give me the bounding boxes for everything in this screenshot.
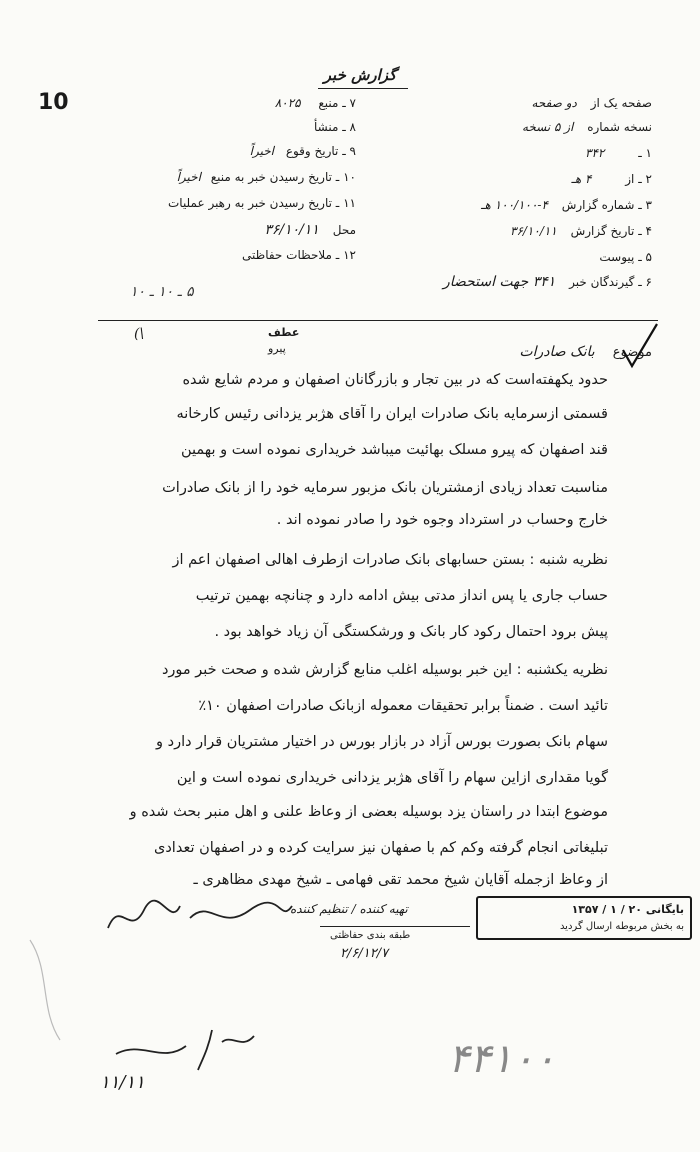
- body-line: قسمتی ازسرمایه بانک صادرات ایران را آقای هژبر یزدانی رئیس کارخانه: [176, 406, 608, 422]
- field-value: اخیراً: [176, 170, 201, 184]
- report-title: گزارش خبر: [323, 66, 397, 84]
- classification-code: ۲/۶/۱۲/۷: [340, 946, 389, 961]
- check-mark-icon: [620, 320, 660, 370]
- field-label: ۱ ـ: [638, 146, 652, 160]
- body-line: موضوع ابتدا در راستان یزد بوسیله بعضی از وعاظ علنی و اهل منبر بحث شده و: [129, 804, 608, 820]
- handwritten-note: ۵ ـ ۱۰ ـ ۱۰: [130, 284, 194, 300]
- field-news-to-leader-date: [96, 196, 356, 222]
- field-label: نسخه شماره: [587, 120, 652, 134]
- header-separator: [98, 320, 658, 321]
- body-line: حساب جاری یا پس انداز مدتی بیش ادامه دارد و چنانچه بهمین ترتیب: [195, 588, 608, 604]
- field-2-from: [352, 172, 652, 198]
- body-line: سهام بانک بصورت بورس آزاد در بازار بورس در اختیار مشتریان قرار دارد و: [156, 734, 608, 750]
- ref-note-2: پیرو: [268, 342, 286, 355]
- field-report-date: [352, 224, 652, 250]
- stamp-line-2: به بخش مربوطه ارسال گردید: [559, 921, 684, 932]
- subject-value: بانک صادرات: [519, 344, 595, 360]
- field-value: ۳۶/۱۰/۱۱: [264, 222, 319, 238]
- field-value: ۳۶/۱۰/۱۱: [510, 224, 557, 238]
- field-label: محل: [332, 223, 356, 237]
- classification-rule: [320, 926, 470, 927]
- body-line: خارج وحساب در استرداد وجوه خود را صادر نموده اند .: [276, 512, 608, 528]
- field-label: ۶ ـ گیرندگان خبر: [569, 275, 652, 289]
- field-value: ۴-۱۰۰/۱۰۰ هـ: [481, 198, 548, 212]
- handwritten-scribble: [112, 1020, 272, 1080]
- field-label: ۸ ـ منشأ: [313, 120, 356, 134]
- body-line: نظریه شنبه : بستن حسابهای بانک صادرات ازطرف اهالی اصفهان اعم از: [172, 552, 608, 568]
- field-news-to-source-date: [96, 170, 356, 196]
- left-header-fields: [96, 96, 356, 274]
- right-header-fields: [352, 96, 652, 300]
- body-line: نظریه یکشنبه : این خبر بوسیله اغلب منابع گزارش شده و صحت خبر مورد: [161, 662, 608, 678]
- body-line: مناسبت تعداد زیادی ازمشتریان بانک مزبور سرمایه خود را از بانک صادرات: [162, 480, 608, 496]
- field-source: [96, 96, 356, 120]
- bottom-left-mark: ۱۱/۱۱: [100, 1072, 145, 1093]
- page-number: 10: [38, 90, 69, 115]
- archive-stamp: [476, 896, 692, 940]
- field-value: ۳۴۱ جهت استحضار: [442, 274, 556, 290]
- field-security-notes: [96, 248, 356, 274]
- margin-marks: [20, 930, 80, 1050]
- field-label: ۳ ـ شماره گزارش: [561, 198, 652, 212]
- field-label: صفحه یک از: [590, 96, 652, 110]
- field-label: ۱۰ ـ تاریخ رسیدن خبر به منبع: [210, 170, 356, 184]
- field-label: ۱۱ ـ تاریخ رسیدن خبر به رهبر عملیات: [167, 196, 356, 210]
- subject-label: موضوع: [612, 345, 652, 360]
- body-line: پیش برود احتمال رکود کار بانک و ورشکستگی آن زیاد خواهد بود .: [214, 624, 608, 640]
- field-recipients: [352, 274, 652, 300]
- field-attachment: [352, 250, 652, 274]
- field-value: ۴ هـ: [571, 172, 592, 186]
- stamp-line-1: بایگانی ۲۰ / ۱ / ۱۳۵۷: [571, 903, 684, 916]
- field-occurrence-date: [96, 144, 356, 170]
- field-value: اخیراً: [249, 144, 274, 158]
- field-1: [352, 146, 652, 172]
- field-label: ۲ ـ از: [625, 172, 652, 186]
- title-underline: [318, 88, 408, 89]
- body-line: از وعاظ ازجمله آقایان شیخ محمد تقی فهامی ـ شیخ مهدی مظاهری ـ: [193, 872, 608, 888]
- body-line: حدود یکهفته‌است که در بین تجار و بازرگانان اصفهان و مردم شایع شده: [182, 372, 608, 388]
- field-value: دو صفحه: [531, 96, 577, 110]
- ref-note: عطف: [268, 326, 300, 339]
- body-line: تبلیغاتی انجام گرفته وکم کم با صفهان نیز سرایت کرده و در اصفهان تعدادی: [154, 840, 608, 856]
- signature-left: [100, 888, 300, 948]
- field-label: ۵ ـ پیوست: [599, 250, 652, 264]
- field-label: ۹ ـ تاریخ وقوع: [285, 144, 356, 158]
- bottom-number: ۴۴۱۰۰: [448, 1036, 556, 1082]
- field-place: [96, 222, 356, 248]
- signature-line: تهیه کننده / تنظیم کننده: [290, 902, 408, 916]
- body-line: گویا مقداری ازاین سهام را آقای هژبر یزدانی خریداری نموده است و این: [176, 770, 608, 786]
- field-origin: [96, 120, 356, 144]
- field-page-of: [352, 96, 652, 120]
- field-label: ۱۲ ـ ملاحظات حفاظتی: [242, 248, 356, 262]
- field-label: ۴ ـ تاریخ گزارش: [570, 224, 652, 238]
- field-value: ۸۰۲۵: [274, 96, 301, 110]
- field-value: ۳۴۲: [585, 146, 605, 160]
- ref-number-scribble: (\: [134, 326, 145, 342]
- body-line: تائید است . ضمناً برابر تحقیقات معموله ازبانک صادرات اصفهان ۱۰٪: [198, 698, 608, 714]
- field-report-number: [352, 198, 652, 224]
- classification-label: طبقه بندی حفاظتی: [330, 930, 411, 941]
- field-value: از ۵ نسخه: [521, 120, 574, 134]
- body-line: قند اصفهان که پیرو مسلک بهائیت میباشد خریداری نموده است و بهمین: [181, 442, 608, 458]
- field-copy-number: [352, 120, 652, 146]
- field-label: ۷ ـ منبع: [318, 96, 356, 110]
